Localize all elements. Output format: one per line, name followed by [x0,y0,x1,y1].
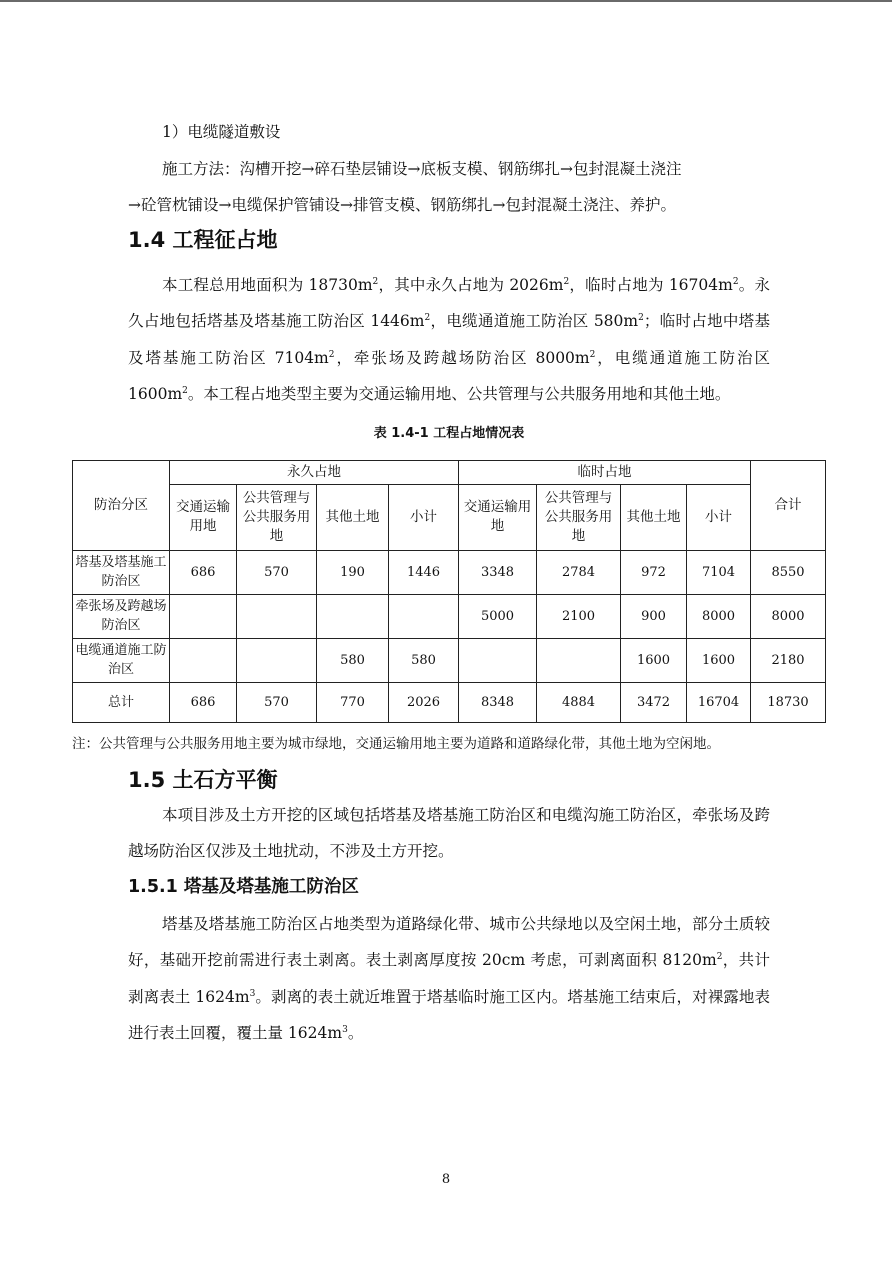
sup-2: 2 [638,312,644,323]
table-cell: 972 [621,550,687,594]
header-sub: 其他土地 [621,484,687,550]
document-page [72,114,809,1052]
tower-text-2: ，共计剥离表土 1624m [128,951,770,1006]
land-text-7: ，牵张场及跨越场防治区 8000m [334,348,590,367]
section-1-5-1-heading: 1.5.1 塔基及塔基施工防治区 [128,876,359,897]
land-use-table [72,460,826,723]
table-header-row-2 [73,484,826,550]
row-zone: 总计 [73,682,170,722]
table-cell [170,594,237,638]
row-zone: 牵张场及跨越场防治区 [73,594,170,638]
sup-2: 2 [589,349,596,360]
table-cell: 4884 [537,682,621,722]
header-zone: 防治分区 [73,460,170,550]
table-cell [459,638,537,682]
table-cell: 3348 [459,550,537,594]
land-text-3: ，临时占地为 16704m [569,275,733,294]
sup-2: 2 [732,276,739,287]
table-cell: 190 [317,550,389,594]
sup-2: 2 [372,276,379,287]
row-zone: 电缆通道施工防治区 [73,638,170,682]
land-text-8: ，电缆通道施工防治区 1600m [128,348,770,403]
land-text-4: 。永久占地包括塔基及塔基施工防治区 1446m [128,275,770,330]
header-temporary: 临时占地 [459,460,751,484]
table-cell: 1446 [389,550,459,594]
page-number: 8 [441,1172,451,1187]
table-row [73,638,826,682]
table-cell: 5000 [459,594,537,638]
land-text-5: ，电缆通道施工防治区 580m [430,312,639,330]
table-cell [170,638,237,682]
sup-2: 2 [182,385,188,396]
table-total-row [73,682,826,722]
section-1-4-heading: 1.4 工程征占地 [128,227,278,252]
row-zone: 塔基及塔基施工防治区 [73,550,170,594]
table-cell [237,594,317,638]
table-cell: 2026 [389,682,459,722]
table-cell: 770 [317,682,389,722]
sup-2: 2 [328,349,335,360]
table-cell: 570 [237,682,317,722]
construction-method-line2: →砼管枕铺设→电缆保护管铺设→排管支模、钢筋绑扎→包封混凝土浇注、养护。 [128,195,676,214]
land-text-2: ，其中永久占地为 2026m [378,275,564,294]
header-sub: 小计 [687,484,751,550]
table-cell: 580 [389,638,459,682]
table-header-row-1 [73,460,826,484]
table-cell: 7104 [687,550,751,594]
table-cell [317,594,389,638]
table-cell: 16704 [687,682,751,722]
table-cell: 18730 [751,682,826,722]
header-sub: 小计 [389,484,459,550]
header-sub: 公共管理与公共服务用地 [537,484,621,550]
table-cell: 8348 [459,682,537,722]
header-total: 合计 [751,460,826,550]
page-top-rule [0,0,892,2]
table-cell: 1600 [687,638,751,682]
tower-zone-paragraph [128,906,770,1052]
sup-2: 2 [563,276,570,287]
land-text-9: 。本工程占地类型主要为交通运输用地、公共管理与公共服务用地和其他土地。 [187,385,731,403]
table-cell: 570 [237,550,317,594]
table-cell: 8550 [751,550,826,594]
header-sub: 交通运输用地 [170,484,237,550]
header-sub: 其他土地 [317,484,389,550]
table-cell: 2180 [751,638,826,682]
tower-text-4: 。 [347,1024,364,1042]
table-cell: 2784 [537,550,621,594]
header-permanent: 永久占地 [170,460,459,484]
table-row [73,594,826,638]
table-cell [389,594,459,638]
sup: 3 [342,1024,348,1035]
table-cell: 686 [170,682,237,722]
header-sub: 交通运输用地 [459,484,537,550]
land-text-6: ；临时占地中塔基及塔基施工防治区 7104m [128,312,770,367]
table-row [73,550,826,594]
table-cell: 580 [317,638,389,682]
table-cell: 3472 [621,682,687,722]
table-cell: 8000 [751,594,826,638]
land-text-1: 本工程总用地面积为 18730m [162,275,373,294]
table-cell: 2100 [537,594,621,638]
sup: 3 [249,988,256,999]
table-cell [537,638,621,682]
land-use-paragraph [128,267,770,413]
table-cell: 1600 [621,638,687,682]
table-cell: 686 [170,550,237,594]
table-cell: 8000 [687,594,751,638]
table-note: 注：公共管理与公共服务用地主要为城市绿地，交通运输用地主要为道路和道路绿化带，其他土地为空闲地。 [72,735,720,752]
table-caption: 表 1.4-1 工程占地情况表 [373,425,525,441]
tower-text-1: 塔基及塔基施工防治区占地类型为道路绿化带、城市公共绿地以及空闲土地，部分土质较好，基础开挖前需进行表土剥离。表土剥离厚度按 20cm 考虑，可剥离面积 8120m [128,914,770,969]
earthwork-paragraph: 本项目涉及土方开挖的区域包括塔基及塔基施工防治区和电缆沟施工防治区，牵张场及跨越场防治区仅涉及土地扰动，不涉及土方开挖。 [128,805,770,860]
table-cell [237,638,317,682]
section-1-5-heading: 1.5 土石方平衡 [128,767,278,792]
tower-text-3: 。剥离的表土就近堆置于塔基临时施工区内。塔基施工结束后，对裸露地表进行表土回覆，覆土量 1624m [128,987,770,1042]
sup: 2 [716,951,723,962]
cable-tunnel-heading: 1）电缆隧道敷设 [162,123,281,141]
header-sub: 公共管理与公共服务用地 [237,484,317,550]
sup-2: 2 [424,312,431,323]
table-cell: 900 [621,594,687,638]
construction-method-line1: 施工方法：沟槽开挖→碎石垫层铺设→底板支模、钢筋绑扎→包封混凝土浇注 [162,159,682,178]
